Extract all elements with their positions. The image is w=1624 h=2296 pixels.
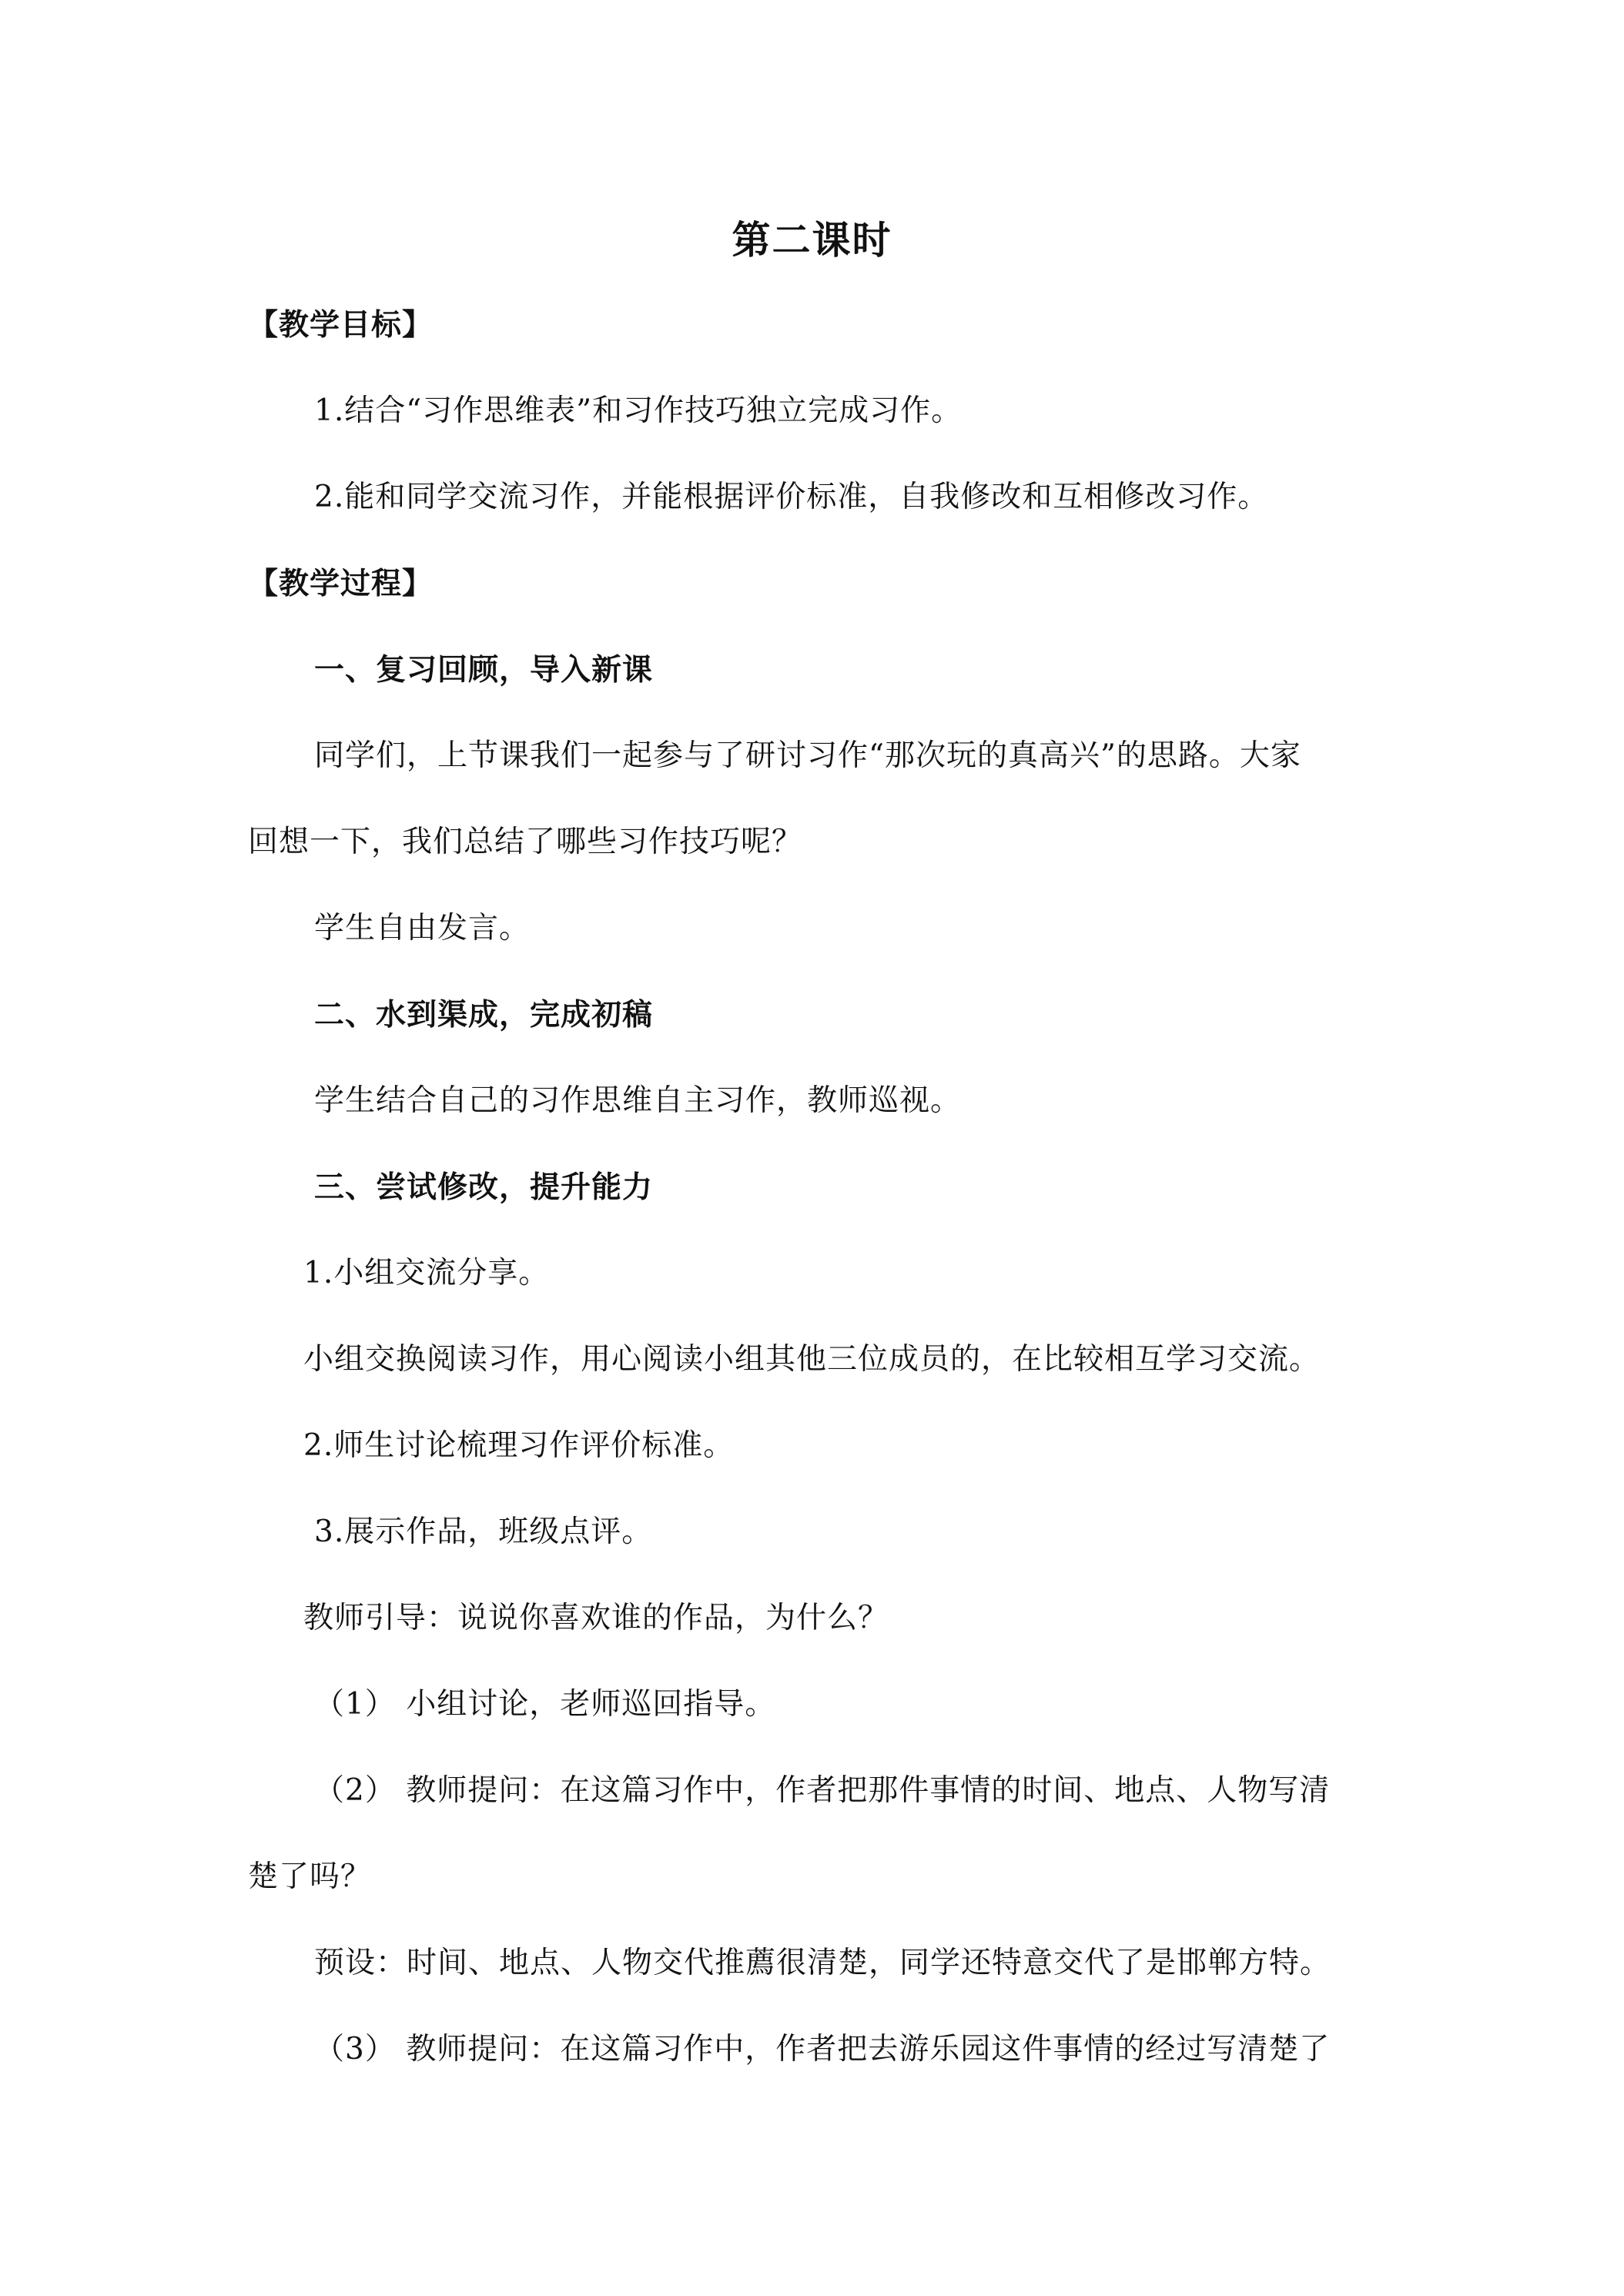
page-title: 第二课时 [732,217,892,263]
list-item: （1） 小组讨论，老师巡回指导。 [314,1687,776,1722]
step-heading-1: 一、复习回顾，导入新课 [314,652,654,688]
section-heading-teaching-goals: 【教学目标】 [248,307,434,343]
step-heading-2: 二、水到渠成，完成初稿 [314,997,654,1033]
goal-item-2: 2.能和同学交流习作，并能根据评价标准，自我修改和互相修改习作。 [314,480,1269,514]
paragraph-line: 同学们，上节课我们一起参与了研讨习作“那次玩的真高兴”的思路。大家 [314,738,1301,773]
paragraph-line: 楚了吗？ [248,1859,372,1894]
list-item: 3.展示作品，班级点评。 [314,1514,653,1549]
list-item: （2） 教师提问：在这篇习作中，作者把那件事情的时间、地点、人物写清 [314,1773,1331,1808]
goal-item-1: 1.结合“习作思维表”和习作技巧独立完成习作。 [314,393,963,428]
list-item: （3） 教师提问：在这篇习作中，作者把去游乐园这件事情的经过写清楚了 [314,2032,1331,2067]
list-item: 2.师生讨论梳理习作评价标准。 [303,1428,735,1463]
paragraph-line: 预设：时间、地点、人物交代推薦很清楚，同学还特意交代了是邯郸方特。 [314,1946,1331,1980]
section-heading-teaching-process: 【教学过程】 [248,566,434,601]
step-heading-3: 三、尝试修改，提升能力 [314,1170,654,1205]
paragraph-line: 回想一下，我们总结了哪些习作技巧呢？ [248,825,803,859]
paragraph-line: 小组交换阅读习作，用心阅读小组其他三位成员的，在比较相互学习交流。 [303,1342,1321,1377]
paragraph-line: 学生结合自己的习作思维自主习作，教师巡视。 [314,1083,962,1118]
paragraph-line: 教师引导：说说你喜欢谁的作品，为什么？ [303,1601,889,1635]
list-item: 1.小组交流分享。 [303,1256,550,1290]
paragraph-line: 学生自由发言。 [314,911,531,946]
